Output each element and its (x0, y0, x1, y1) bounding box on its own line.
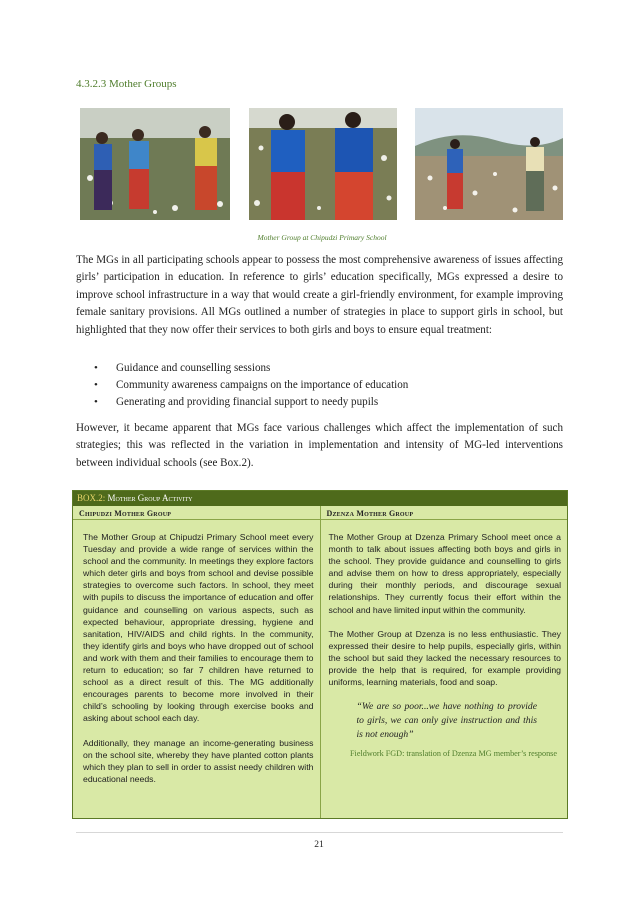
challenges-paragraph: However, it became apparent that MGs face various challenges which affect the implementation of such strategies; this was reflected in the variation in implementation and intensity of MG-led interventions between individual schools (see Box.2). (76, 422, 563, 469)
column-paragraph: The Mother Group at Dzenza is no less enthusiastic. They expressed their desire to help pupils, especially girls, within the school but said they lacked the necessary resources to provide the help that is required, for example providing uniforms, learning materials, food and soap. (328, 628, 561, 688)
list-item: • Guidance and counselling sessions (94, 360, 554, 377)
box-column-chipudzi (73, 506, 320, 818)
box-column-dzenza (320, 506, 568, 818)
column-paragraph: The Mother Group at Chipudzi Primary School meet every Tuesday and provide a wide range of services within the school and the community. In meetings they explore factors which deter girls and boys from school and devise possible strategies to overcome such factors. In school, they meet with pupils to discuss the importance of education and offer guidance and counselling on various aspects, such as expected behaviour, appropriate dressing, hygiene and sanitation, HIV/AIDS and child rights. In the community, they identify girls and boys who have dropped out of school and work with them and their families to encourage them to return to education; so far 7 children have returned to school as a direct result of this. The MG additionally encourages parents to become more involved in their child’s schooling by looking through exercise books and asking about school each day. (83, 532, 314, 724)
intro-paragraph: The MGs in all participating schools appear to possess the most comprehensive awareness of issues affecting girls’ participation in education. In reference to girls’ education specifically, MGs expressed a desire to improve school infrastructure in a way that would create a girl-friendly environment, for example improving female sanitary provisions. All MGs outlined a number of strategies in place to support girls in school, but highlighted that they now offer their services to both girls and boys to ensure equal treatment: (76, 254, 563, 336)
strategy-list (94, 360, 554, 411)
figure-caption: Mother Group at Chipudzi Primary School (257, 233, 387, 242)
footer-divider (76, 832, 563, 833)
photo-women-cotton-field (80, 108, 230, 220)
column-title: Chipudzi Mother Group (73, 506, 320, 520)
photo-women-back-view (249, 108, 397, 220)
column-paragraph: Additionally, they manage an income-generating business on the school site, whereby they have planted cotton plants which they plan to sell in order to assist needy children with educational needs. (83, 737, 314, 784)
box-label: BOX.2: (77, 493, 106, 503)
list-item: • Generating and providing financial support to needy pupils (94, 394, 554, 411)
list-item: • Community awareness campaigns on the importance of education (94, 377, 554, 394)
page-number: 21 (314, 840, 324, 850)
section-heading: 4.3.2.3 Mother Groups (76, 78, 177, 90)
photo-strip (80, 108, 563, 220)
column-paragraph: The Mother Group at Dzenza Primary School meet once a month to talk about issues affecting both boys and girls in the school. They provide guidance and counselling to girls and advise them on how to dress appropriately, especially during their monthly periods, and discourage sexual relationships. They currently focus their effort within the school and have limited input within the community. (328, 532, 561, 615)
photo-women-field-hills (415, 108, 563, 220)
quote-attribution: Fieldwork FGD: translation of Dzenza MG member’s response (350, 749, 557, 759)
box-mother-group-activity (72, 490, 568, 819)
box-title: Mother Group Activity (107, 493, 193, 503)
column-title: Dzenza Mother Group (321, 506, 568, 520)
member-quote: “We are so poor...we have nothing to provide to girls, we can only give instruction and this is not enough” (356, 701, 537, 741)
box-header (73, 491, 567, 506)
